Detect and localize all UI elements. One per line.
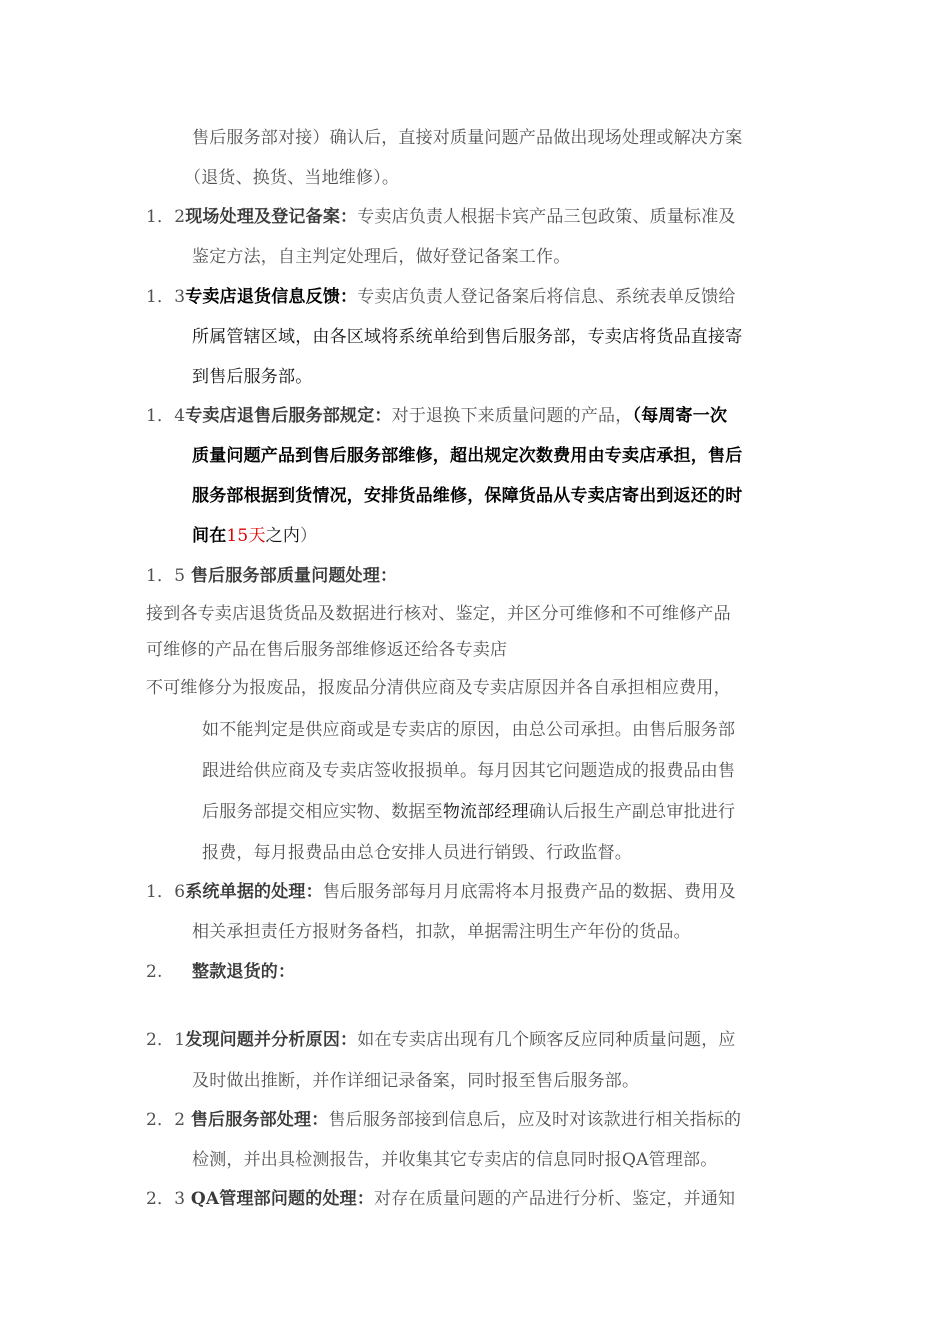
text: 跟进给供应商及专卖店签收报损单。每月因其它问题造成的报费品由售 xyxy=(202,761,736,781)
item-1-3-line-1 xyxy=(146,287,736,307)
item-1-6-line-1 xyxy=(146,882,736,902)
item-number: 2．3 xyxy=(146,1189,186,1209)
text: 不可维修分为报废品，报废品分清供应商及专卖店原因并各自承担相应费用， xyxy=(146,678,731,698)
text: 专卖店负责人登记备案后将信息、系统表单反馈给 xyxy=(357,287,736,307)
text: 售后服务部接到信息后，应及时对该款进行相关指标的 xyxy=(328,1110,742,1130)
text: 接到各专卖店退货货品及数据进行核对、鉴定，并区分可维修和不可维修产品 xyxy=(146,604,731,624)
item-1-5-p3-line-4 xyxy=(202,802,735,822)
item-1-3-line-2 xyxy=(192,327,742,347)
item-2-2-line-1 xyxy=(146,1110,741,1130)
item-1-2-line-1 xyxy=(146,207,736,227)
item-1-5-heading xyxy=(146,566,397,586)
item-title: 专卖店退货信息反馈： xyxy=(185,287,358,307)
section-title: 整款退货的： xyxy=(192,962,296,982)
text: 物流部经理 xyxy=(442,802,529,822)
item-2-1-line-1 xyxy=(146,1030,736,1050)
text: 质量问题产品到售后服务部维修，超出规定次数费用由专卖店承担，售后 xyxy=(192,446,743,466)
item-number: 1．4 xyxy=(146,406,186,426)
text: 后服务部提交相应实物、数据至 xyxy=(202,802,443,822)
item-1-5-p3-line-1 xyxy=(146,678,731,698)
text: 对存在质量问题的产品进行分析、鉴定，并通知 xyxy=(374,1189,736,1209)
bold-text: （每周寄一次 xyxy=(632,406,728,426)
item-number: 1．2 xyxy=(146,207,186,227)
text: 之内 xyxy=(265,526,301,546)
text: 及时做出推断，并作详细记录备案，同时报至售后服务部。 xyxy=(192,1071,640,1091)
item-title: 现场处理及登记备案： xyxy=(185,207,358,227)
highlight-red: 15天 xyxy=(226,526,266,546)
text: 可维修的产品在售后服务部维修返还给各专卖店 xyxy=(146,640,508,660)
item-number: 1．5 xyxy=(146,566,186,586)
text: 专卖店负责人根据卡宾产品三包政策、质量标准及 xyxy=(357,207,736,227)
item-1-3-line-3 xyxy=(192,367,312,387)
item-1-5-p3-line-3 xyxy=(202,761,735,781)
section-number: 2. xyxy=(146,962,163,982)
text: 报费，每月报费品由总仓安排人员进行销毁、行政监督。 xyxy=(202,843,632,863)
item-1-4-line-4 xyxy=(192,526,317,546)
text: 间在 xyxy=(192,526,227,546)
item-2-1-line-2 xyxy=(192,1071,639,1091)
text: 所属管辖区域，由各区域将系统单给到售后服务部，专卖店将货品直接寄 xyxy=(192,327,743,347)
item-1-6-line-2 xyxy=(192,922,691,942)
item-1-2-line-2 xyxy=(192,247,570,267)
text: 检测，并出具检测报告，并收集其它专卖店的信息同时报QA管理部。 xyxy=(192,1150,718,1170)
text: 服务部根据到货情况，安排货品维修，保障货品从专卖店寄出到返还的时 xyxy=(192,486,743,506)
text: 售后服务部对接）确认后，直接对质量问题产品做出现场处理或解决方案 xyxy=(192,128,743,148)
item-title: 售后服务部质量问题处理： xyxy=(190,566,398,586)
text: 相关承担责任方报财务备档，扣款，单据需注明生产年份的货品。 xyxy=(192,922,691,942)
item-title: 系统单据的处理： xyxy=(185,882,323,902)
text: 鉴定方法，自主判定处理后，做好登记备案工作。 xyxy=(192,247,571,267)
item-1-4-line-3 xyxy=(192,486,742,506)
item-title: 售后服务部处理： xyxy=(190,1110,329,1130)
item-title: 专卖店退售后服务部规定： xyxy=(185,406,392,426)
text: 如在专卖店出现有几个顾客反应同种质量问题，应 xyxy=(357,1030,736,1050)
text: 如不能判定是供应商或是专卖店的原因，由总公司承担。由售后服务部 xyxy=(202,720,736,740)
item-1-1-line-2 xyxy=(184,168,399,188)
item-2-2-line-2 xyxy=(192,1150,717,1170)
item-title: 发现问题并分析原因： xyxy=(185,1030,358,1050)
item-number: 1．6 xyxy=(146,882,186,902)
item-title: QA管理部问题的处理： xyxy=(190,1189,375,1209)
item-1-5-p3-line-2 xyxy=(202,720,735,740)
item-1-4-line-2 xyxy=(192,446,742,466)
text: 到售后服务部。 xyxy=(192,367,313,387)
item-number: 2．2 xyxy=(146,1110,186,1130)
item-number: 2．1 xyxy=(146,1030,186,1050)
item-1-1-line-1 xyxy=(192,128,742,148)
item-1-4-line-1 xyxy=(146,406,727,426)
text: （退货、换货、当地维修）。 xyxy=(184,168,400,188)
text: 确认后报生产副总审批进行 xyxy=(528,802,736,822)
section-2-heading xyxy=(146,962,296,982)
item-number: 1．3 xyxy=(146,287,186,307)
text: 对于退换下来质量问题的产品， xyxy=(391,406,633,426)
item-1-5-p1 xyxy=(146,604,731,624)
text: 售后服务部每月月底需将本月报费产品的数据、费用及 xyxy=(322,882,736,902)
item-1-5-p3-line-5 xyxy=(202,843,632,863)
item-1-5-p2 xyxy=(146,640,507,660)
text: ） xyxy=(300,526,318,546)
item-2-3-line-1 xyxy=(146,1189,735,1209)
